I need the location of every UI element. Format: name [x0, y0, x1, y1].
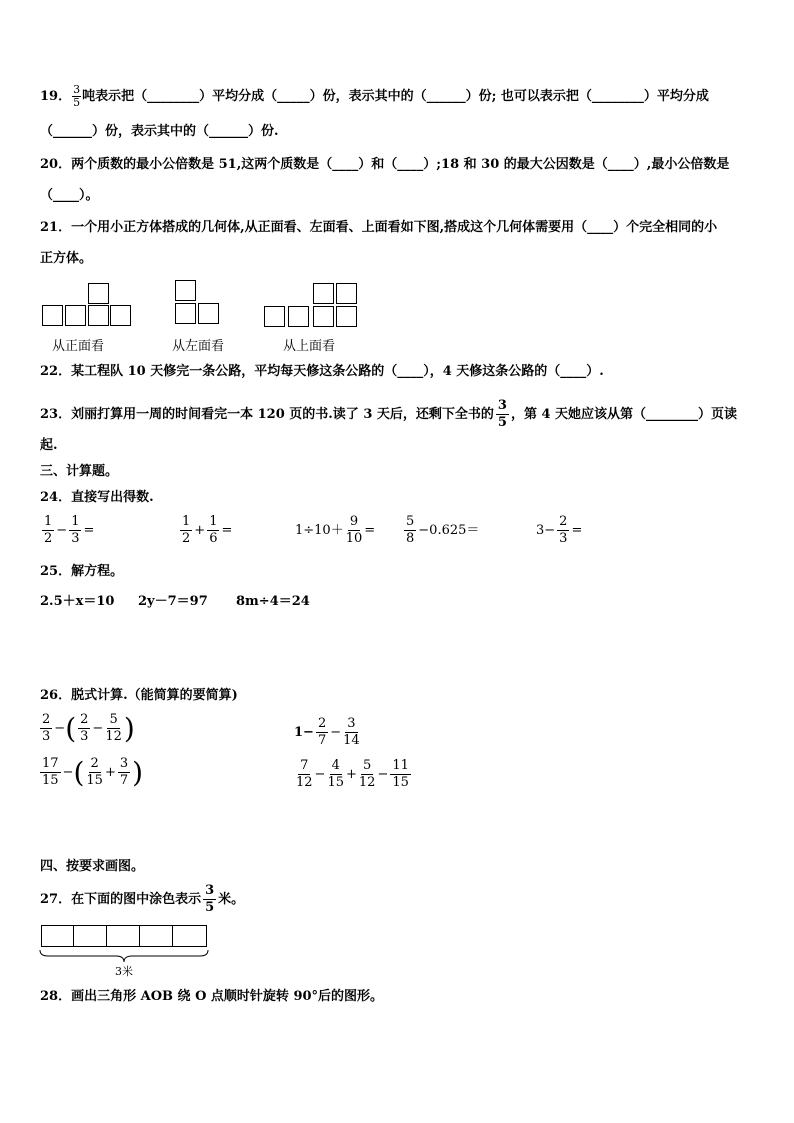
operator: − — [314, 767, 326, 782]
frac-den: 15 — [327, 775, 344, 790]
cube-cell — [65, 305, 86, 326]
frac-num: 2 — [317, 716, 327, 731]
q27-text-pre: 27．在下面的图中涂色表示 — [40, 892, 202, 907]
section-4-heading: 四、按要求画图。 — [40, 859, 145, 874]
q20-line2: （____）。 — [40, 188, 99, 203]
frac-num: 9 — [349, 514, 359, 529]
operator: − — [92, 721, 104, 736]
operator: − — [54, 721, 66, 736]
q24-title: 24．直接写出得数. — [40, 490, 154, 505]
frac-den: 15 — [42, 773, 59, 788]
view-label-top: 从上面看 — [283, 339, 336, 354]
frac-num: 3 — [119, 756, 129, 771]
strip-cell[interactable] — [41, 925, 74, 947]
q24-expr-5 — [536, 514, 582, 547]
frac-num: 2 — [42, 712, 51, 727]
frac-den: 2 — [182, 531, 191, 546]
q24-expr-3 — [295, 514, 375, 547]
frac-num: 3 — [347, 716, 356, 731]
strip-cell[interactable] — [173, 925, 207, 947]
q22-line1: 22．某工程队 10 天修完一条公路，平均每天修这条公路的（____），4 天修这条公路的（____）. — [40, 364, 604, 379]
q26-expr-4 — [294, 758, 413, 791]
cube-cell — [88, 283, 109, 304]
frac-den: 12 — [358, 775, 376, 790]
q21-line1: 21．一个用小正方体搭成的几何体,从正面看、左面看、上面看如下图,搭成这个几何体需要用（____）个完全相同的小 — [40, 220, 718, 235]
cube-cell — [110, 305, 131, 326]
q24-expr-1 — [40, 514, 94, 547]
expr-text: 1÷10＋ — [295, 523, 344, 538]
frac-den: 6 — [209, 531, 218, 546]
expr-text: 1− — [294, 725, 314, 740]
cube-cell — [88, 305, 109, 326]
frac-num: 7 — [300, 758, 309, 773]
operator: − — [56, 523, 68, 538]
frac-num: 2 — [559, 514, 568, 529]
q25-eq-2: 2y－7＝97 — [138, 594, 208, 609]
frac-num: 2 — [80, 712, 89, 727]
frac-den: 12 — [105, 729, 122, 744]
q25-eq-3: 8m÷4＝24 — [236, 594, 310, 609]
q26-expr-2 — [294, 716, 362, 749]
frac-num: 4 — [331, 758, 340, 773]
cube-cell — [313, 306, 334, 327]
operator: + — [104, 765, 116, 780]
q26-expr-3: $\frac{17}{15}$ −( $\frac{2}{15}$ + $\frac{3}{7}$ ) — [42, 756, 144, 789]
view-label-front: 从正面看 — [52, 339, 105, 354]
cube-cell — [198, 303, 219, 324]
frac-den: 7 — [317, 733, 327, 748]
q19-number: 19． — [40, 89, 72, 104]
frac-num: 3 — [205, 883, 215, 898]
q19-fraction — [72, 84, 81, 109]
q25-title: 25．解方程。 — [40, 564, 124, 579]
frac-den: 3 — [42, 729, 51, 744]
q19-line2: （______）份，表示其中的（______）份. — [40, 124, 279, 139]
frac-num: 5 — [363, 758, 372, 773]
frac-num: 1 — [71, 514, 80, 529]
q23-frac-den: 5 — [497, 415, 507, 430]
frac-den: 14 — [343, 733, 360, 748]
frac-num: 5 — [109, 712, 118, 727]
equals: = — [364, 523, 376, 538]
q19-frac-num: 3 — [73, 83, 81, 96]
expr-text: 3− — [536, 523, 556, 538]
frac-num: 2 — [90, 756, 99, 771]
q24-expr-2 — [178, 514, 232, 547]
q23-text-post: ，第 4 天她应该从第（________）页读 — [510, 407, 738, 422]
frac-num: 1 — [44, 514, 53, 529]
brace-icon — [38, 948, 210, 964]
cube-cell — [336, 283, 357, 304]
q23-line2: 起. — [40, 438, 58, 453]
q19-line1 — [40, 84, 709, 109]
q19-frac-den: 5 — [73, 96, 81, 109]
frac-den: 2 — [44, 531, 53, 546]
frac-num: 1 — [182, 514, 191, 529]
equals: = — [83, 523, 95, 538]
q23-fraction — [496, 398, 509, 431]
frac-den: 15 — [86, 773, 103, 788]
frac-den: 3 — [559, 531, 568, 546]
q19-text1: 吨表示把（________）平均分成（_____）份，表示其中的（______）份; 也可以表示把（________）平均分成 — [82, 89, 709, 104]
frac-den: 3 — [80, 729, 89, 744]
operator: − — [62, 765, 74, 780]
q20-line1: 20．两个质数的最小公倍数是 51,这两个质数是（____）和（____）;18 和 30 的最大公因数是（____）,最小公倍数是 — [40, 157, 730, 172]
equals: = — [571, 523, 583, 538]
strip-cell[interactable] — [140, 925, 173, 947]
q21-line2: 正方体。 — [40, 251, 93, 266]
frac-den: 15 — [392, 775, 409, 790]
q25-eq-1: 2.5＋x＝10 — [40, 594, 115, 609]
frac-num: 11 — [392, 758, 409, 773]
cube-cell — [336, 306, 357, 327]
frac-num: 5 — [406, 514, 415, 529]
cube-cell — [313, 283, 334, 304]
operator: + — [346, 767, 357, 782]
frac-den: 8 — [406, 531, 415, 546]
strip-cell[interactable] — [107, 925, 140, 947]
cube-cell — [288, 306, 309, 327]
strip-cell[interactable] — [74, 925, 107, 947]
operator: − — [330, 725, 342, 740]
frac-num: 17 — [42, 756, 59, 771]
cube-cell — [264, 306, 285, 327]
frac-den: 7 — [119, 773, 129, 788]
cube-cell — [175, 303, 196, 324]
frac-num: 1 — [209, 514, 218, 529]
q27-text-post: 米。 — [218, 892, 245, 907]
q23-text-pre: 23．刘丽打算用一周的时间看完一本 120 页的书.读了 3 天后，还剩下全书的 — [40, 407, 494, 422]
frac-den: 10 — [345, 531, 363, 546]
cube-cell — [42, 305, 63, 326]
q28-line: 28．画出三角形 AOB 绕 O 点顺时针旋转 90°后的图形。 — [40, 989, 384, 1004]
operator: − — [377, 767, 389, 782]
operator: + — [194, 523, 206, 538]
q27-line — [40, 883, 244, 916]
equals: = — [221, 523, 233, 538]
q23-line1 — [40, 398, 737, 431]
expr-text: −0.625＝ — [418, 523, 480, 538]
frac-den: 5 — [205, 900, 215, 915]
q23-frac-num: 3 — [497, 398, 507, 413]
cube-cell — [175, 280, 196, 301]
section-3-heading: 三、计算题。 — [40, 464, 119, 479]
q27-fraction — [203, 883, 216, 916]
q24-expr-4 — [402, 514, 479, 547]
frac-den: 3 — [71, 531, 80, 546]
q26-title: 26．脱式计算.（能简算的要简算) — [40, 688, 238, 703]
q26-expr-1: $\frac{2}{3}$ −( $\frac{2}{3}$ − $\frac{5}{12}$ ) — [42, 712, 135, 745]
frac-den: 12 — [296, 775, 313, 790]
q27-length-label: 3米 — [115, 965, 133, 978]
view-label-left: 从左面看 — [172, 339, 225, 354]
